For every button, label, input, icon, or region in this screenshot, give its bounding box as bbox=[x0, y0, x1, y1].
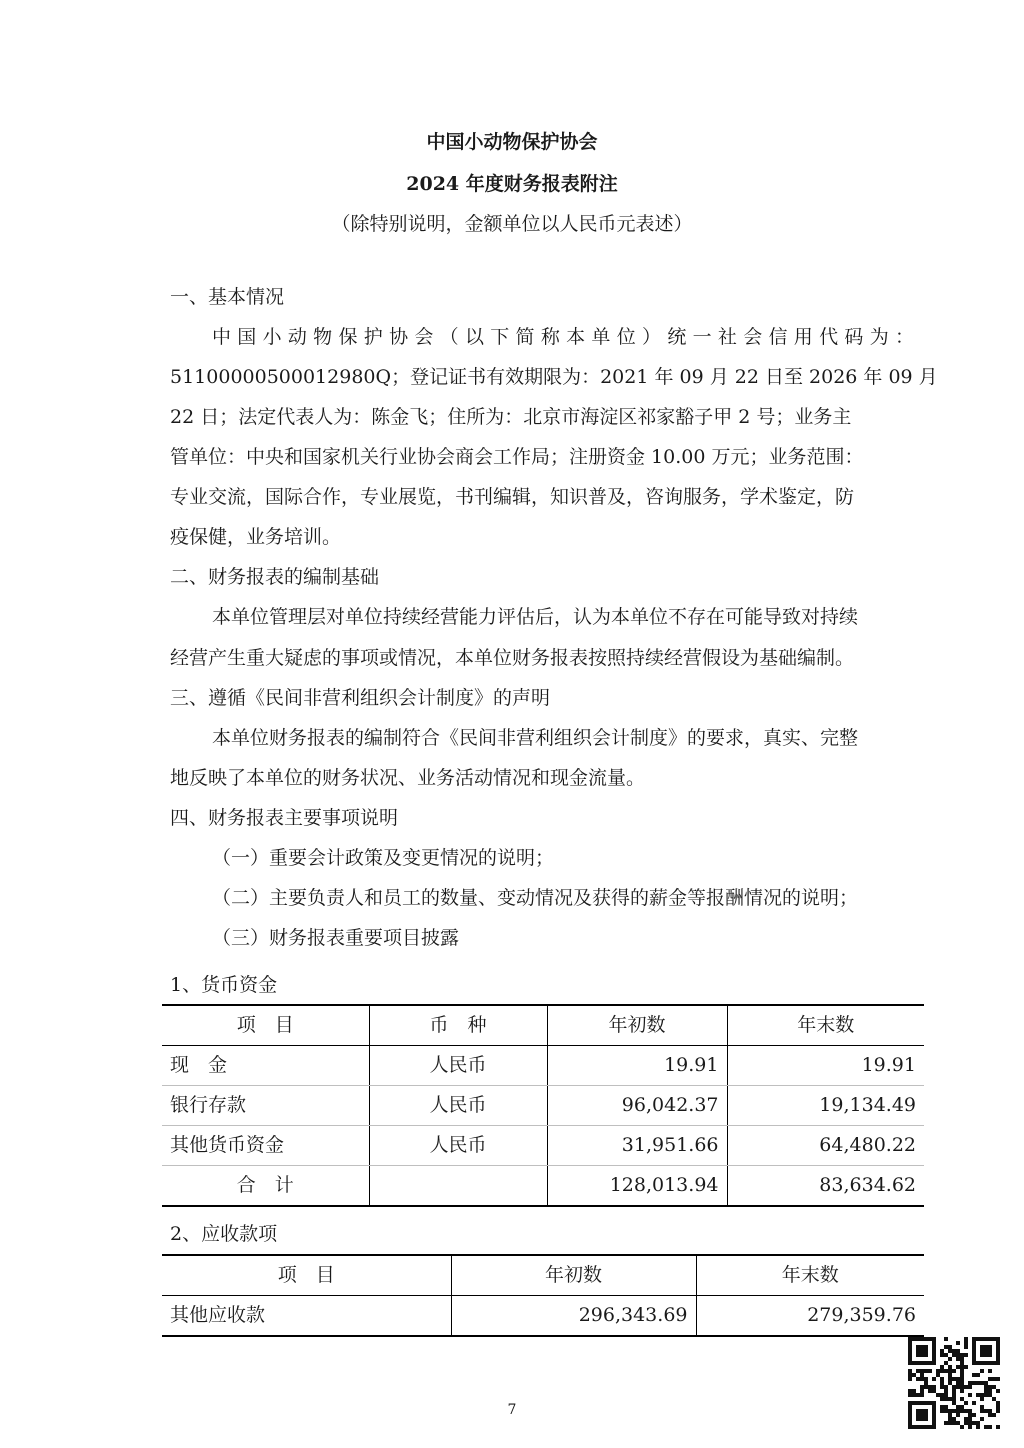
table-row bbox=[162, 1126, 924, 1166]
amount-cell: 19.91 bbox=[727, 1046, 924, 1086]
section-2-heading: 二、财务报表的编制基础 bbox=[170, 566, 380, 588]
column-header: 年末数 bbox=[696, 1255, 924, 1296]
amount-cell: 296,343.69 bbox=[451, 1296, 696, 1337]
document-subtitle: 2024 年度财务报表附注 bbox=[406, 173, 618, 195]
section-1-line: 疫保健，业务培训。 bbox=[170, 526, 342, 548]
section-1-line: 专业交流，国际合作，专业展览，书刊编辑，知识普及，咨询服务，学术鉴定，防 bbox=[170, 486, 855, 508]
section-4-heading: 四、财务报表主要事项说明 bbox=[170, 807, 399, 829]
table-row bbox=[162, 1046, 924, 1086]
table-total-row bbox=[162, 1166, 924, 1207]
table-1-caption: 1、货币资金 bbox=[170, 974, 278, 996]
amount-cell: 279,359.76 bbox=[696, 1296, 924, 1337]
column-header: 币 种 bbox=[369, 1005, 547, 1046]
column-header: 项 目 bbox=[162, 1005, 369, 1046]
column-header: 年初数 bbox=[451, 1255, 696, 1296]
section-2-line: 经营产生重大疑虑的事项或情况，本单位财务报表按照持续经营假设为基础编制。 bbox=[170, 647, 855, 669]
document-title: 中国小动物保护协会 bbox=[426, 131, 598, 153]
section-1-line: 51100000500012980Q；登记证书有效期限为：2021 年 09 月 22 日至 2026 年 09 月 bbox=[170, 366, 938, 388]
section-1-line: 22 日；法定代表人为：陈金飞；住所为：北京市海淀区祁家豁子甲 2 号；业务主 bbox=[170, 406, 852, 428]
row-label: 其他货币资金 bbox=[162, 1126, 369, 1166]
section-1-heading: 一、基本情况 bbox=[170, 286, 285, 308]
row-label: 现 金 bbox=[162, 1046, 369, 1086]
row-label: 其他应收款 bbox=[162, 1296, 451, 1337]
page-number: 7 bbox=[507, 1402, 517, 1418]
section-2-line: 本单位管理层对单位持续经营能力评估后，认为本单位不存在可能导致对持续 bbox=[212, 606, 859, 628]
section-1-line: 管单位：中央和国家机关行业协会商会工作局；注册资金 10.00 万元；业务范围： bbox=[170, 446, 864, 468]
column-header: 项 目 bbox=[162, 1255, 451, 1296]
table-2-caption: 2、应收款项 bbox=[170, 1223, 278, 1245]
section-4-item: （一）重要会计政策及变更情况的说明； bbox=[212, 847, 555, 869]
section-1-line: 中国小动物保护协会（以下简称本单位）统一社会信用代码为： bbox=[212, 326, 914, 348]
receivables-table bbox=[162, 1254, 924, 1337]
row-label: 银行存款 bbox=[162, 1086, 369, 1126]
table-row bbox=[162, 1086, 924, 1126]
cash-table bbox=[162, 1004, 924, 1207]
amount-cell: 64,480.22 bbox=[727, 1126, 924, 1166]
section-3-heading: 三、遵循《民间非营利组织会计制度》的声明 bbox=[170, 687, 551, 709]
amount-cell: 19,134.49 bbox=[727, 1086, 924, 1126]
amount-cell: 19.91 bbox=[547, 1046, 727, 1086]
section-4-item: （三）财务报表重要项目披露 bbox=[212, 927, 460, 949]
section-4-item: （二）主要负责人和员工的数量、变动情况及获得的薪金等报酬情况的说明； bbox=[212, 887, 859, 909]
column-header: 年初数 bbox=[547, 1005, 727, 1046]
currency-note: （除特别说明，金额单位以人民币元表述） bbox=[331, 213, 693, 235]
row-label: 合 计 bbox=[162, 1166, 369, 1207]
currency-cell: 人民币 bbox=[369, 1086, 547, 1126]
section-3-line: 地反映了本单位的财务状况、业务活动情况和现金流量。 bbox=[170, 767, 646, 789]
table-header-row bbox=[162, 1005, 924, 1046]
amount-cell: 83,634.62 bbox=[727, 1166, 924, 1207]
section-3-line: 本单位财务报表的编制符合《民间非营利组织会计制度》的要求，真实、完整 bbox=[212, 727, 859, 749]
table-row bbox=[162, 1296, 924, 1337]
currency-cell bbox=[369, 1166, 547, 1207]
amount-cell: 128,013.94 bbox=[547, 1166, 727, 1207]
amount-cell: 31,951.66 bbox=[547, 1126, 727, 1166]
column-header: 年末数 bbox=[727, 1005, 924, 1046]
currency-cell: 人民币 bbox=[369, 1126, 547, 1166]
amount-cell: 96,042.37 bbox=[547, 1086, 727, 1126]
table-header-row bbox=[162, 1255, 924, 1296]
currency-cell: 人民币 bbox=[369, 1046, 547, 1086]
